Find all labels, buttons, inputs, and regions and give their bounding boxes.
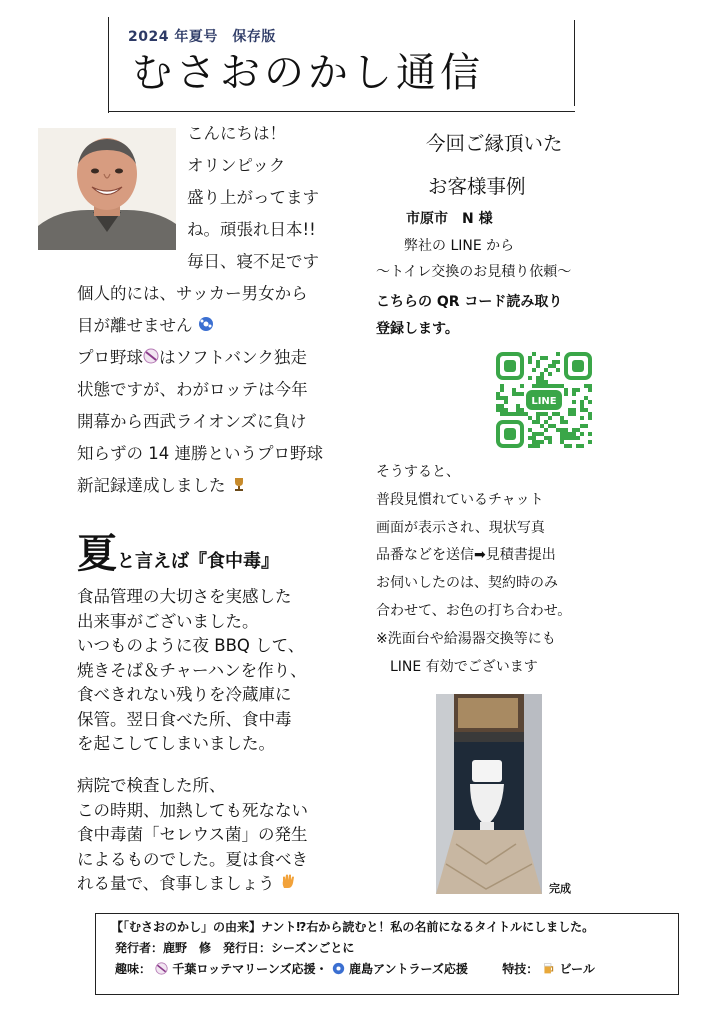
qr-module: [500, 412, 504, 416]
qr-module: [528, 428, 532, 432]
qr-module: [500, 404, 504, 408]
qr-module: [536, 416, 540, 420]
food-paragraph-1: [77, 585, 307, 757]
qr-module: [556, 412, 560, 416]
food-line-text: れる量で、食事しましょう: [77, 874, 275, 893]
qr-module: [536, 384, 540, 388]
qr-module: [540, 384, 544, 388]
footer-hobbies: [115, 960, 595, 978]
qr-module: [556, 428, 560, 432]
qr-module: [544, 412, 548, 416]
qr-module: [576, 436, 580, 440]
qr-module: [556, 368, 560, 372]
footer-origin: 【「むさおのかし」の由来】ナント⁉右から読むと！私の名前になるタイトルにしました。: [111, 920, 595, 934]
greeting-line-text: 目が離せません: [77, 316, 193, 335]
line-logo-text: LINE: [531, 396, 557, 407]
qr-module: [532, 444, 536, 448]
qr-module: [516, 408, 520, 412]
qr-finder-center: [504, 428, 516, 440]
qr-module: [516, 392, 520, 396]
qr-module: [548, 436, 552, 440]
greeting-long-lines: [77, 278, 323, 502]
qr-module: [564, 432, 568, 436]
case-description: [376, 459, 571, 681]
qr-module: [560, 420, 564, 424]
qr-module: [500, 384, 504, 388]
qr-module: [548, 372, 552, 376]
qr-instruction: 登録します。: [376, 321, 459, 337]
qr-module: [584, 384, 588, 388]
greeting-line-text: プロ野球: [77, 348, 143, 367]
greeting-line-text: 新記録達成しました: [77, 476, 226, 495]
author-portrait: [38, 128, 176, 250]
qr-module: [572, 408, 576, 412]
case-title-line-1: 今回ご縁頂いた: [426, 132, 563, 155]
qr-module: [528, 376, 532, 380]
qr-module: [580, 416, 584, 420]
line-qr-code[interactable]: [496, 352, 592, 448]
qr-module: [544, 384, 548, 388]
qr-module: [580, 400, 584, 404]
qr-module: [564, 388, 568, 392]
greeting-line: ね。頑張れ日本!!: [187, 220, 316, 239]
qr-module: [512, 392, 516, 396]
food-line: 病院で検査した所、: [77, 776, 226, 795]
greeting-line-text: はソフトバンク独走: [159, 348, 307, 367]
summer-heading: [77, 522, 279, 579]
qr-module: [500, 388, 504, 392]
qr-module: [548, 416, 552, 420]
case-desc-line: ※洗面台や給湯器交換等にも: [376, 630, 556, 647]
qr-module: [528, 444, 532, 448]
qr-module: [528, 360, 532, 364]
case-line: 弊社の LINE から: [404, 238, 515, 254]
qr-module: [516, 404, 520, 408]
photo-caption: 完成: [549, 882, 571, 895]
qr-module: [588, 400, 592, 404]
hobby-marines: 千葉ロッテマリーンズ応援・: [172, 962, 328, 976]
qr-instruction: こちらの QR コード読み取り: [376, 294, 563, 310]
qr-module: [556, 360, 560, 364]
qr-module: [548, 440, 552, 444]
food-line: 食中毒菌「セレウス菌」の発生: [77, 825, 308, 844]
qr-finder-center: [572, 360, 584, 372]
qr-module: [544, 428, 548, 432]
qr-module: [568, 436, 572, 440]
qr-module: [544, 420, 548, 424]
qr-module: [560, 416, 564, 420]
food-line: によるものでした。夏は食べき: [77, 849, 308, 869]
hobby-antlers: 鹿島アントラーズ応援: [348, 962, 468, 976]
qr-module: [532, 436, 536, 440]
qr-module: [504, 408, 508, 412]
issue-label: 2024 年夏号 保存版: [128, 29, 276, 45]
qr-module: [548, 384, 552, 388]
trophy-icon: [231, 471, 247, 503]
qr-module: [520, 384, 524, 388]
qr-module: [588, 416, 592, 420]
qr-module: [540, 412, 544, 416]
qr-module: [568, 412, 572, 416]
qr-module: [516, 412, 520, 416]
qr-module: [560, 428, 564, 432]
qr-module: [572, 436, 576, 440]
qr-module: [540, 432, 544, 436]
food-line: 食品管理の大切さを実感した: [77, 587, 292, 606]
qr-module: [532, 352, 536, 356]
qr-module: [500, 408, 504, 412]
qr-module: [536, 412, 540, 416]
qr-module: [504, 412, 508, 416]
qr-module: [536, 380, 540, 384]
qr-module: [536, 444, 540, 448]
qr-module: [548, 364, 552, 368]
soccer-ball-icon: [332, 962, 345, 978]
qr-module: [580, 424, 584, 428]
food-line: この時期、加熱しても死なない: [77, 800, 308, 820]
baseball-icon: [155, 962, 168, 978]
qr-finder-center: [504, 360, 516, 372]
qr-module: [560, 384, 564, 388]
greeting-line: 知らずの 14 連勝というプロ野球: [77, 444, 323, 463]
qr-module: [588, 388, 592, 392]
qr-module: [536, 360, 540, 364]
qr-module: [572, 412, 576, 416]
qr-module: [520, 408, 524, 412]
food-line: 出来事がございました。: [77, 611, 259, 631]
qr-module: [520, 392, 524, 396]
qr-module: [564, 392, 568, 396]
qr-module: [520, 412, 524, 416]
food-line: いつものように夜 BBQ して、: [77, 636, 305, 655]
case-title-line-2: お客様事例: [428, 175, 526, 198]
qr-module: [496, 404, 500, 408]
qr-module: [544, 356, 548, 360]
qr-module: [540, 372, 544, 376]
qr-module: [540, 380, 544, 384]
food-line: を起こしてしまいました。: [77, 734, 275, 753]
qr-module: [544, 368, 548, 372]
toilet-photo: [436, 694, 542, 894]
qr-module: [568, 444, 572, 448]
case-line: ～トイレ交換のお見積り依頼～: [376, 264, 572, 280]
qr-module: [572, 388, 576, 392]
qr-module: [572, 428, 576, 432]
qr-module: [584, 396, 588, 400]
qr-module: [580, 444, 584, 448]
qr-module: [528, 436, 532, 440]
qr-module: [536, 440, 540, 444]
qr-module: [536, 432, 540, 436]
baseball-icon: [143, 343, 159, 375]
customer-name: 市原市 N 様: [406, 211, 493, 227]
footer-publisher: 発行者：鹿野 修 発行日：シーズンごとに: [115, 941, 355, 955]
qr-module: [544, 380, 548, 384]
greeting-short-lines: [187, 118, 319, 278]
greeting-line: [77, 470, 323, 502]
qr-module: [564, 444, 568, 448]
greeting-line: [77, 342, 323, 374]
qr-module: [548, 424, 552, 428]
header-frame-top: [108, 17, 109, 113]
qr-module: [564, 428, 568, 432]
qr-module: [572, 432, 576, 436]
qr-module: [532, 432, 536, 436]
greeting-line: [77, 310, 323, 342]
qr-module: [532, 420, 536, 424]
qr-module: [588, 432, 592, 436]
newsletter-title: むさおのかし通信: [132, 50, 484, 96]
greeting-line: 個人的には、サッカー男女から: [77, 284, 308, 303]
qr-module: [544, 436, 548, 440]
food-paragraph-2: [77, 774, 308, 897]
case-desc-line: LINE 有効でございます: [376, 658, 538, 675]
food-line: 食べきれない残りを冷蔵庫に: [77, 685, 292, 704]
case-desc-line: 品番などを送信➡見積書提出: [376, 547, 556, 564]
qr-module: [580, 404, 584, 408]
beer-icon: [542, 962, 555, 978]
qr-module: [552, 412, 556, 416]
qr-module: [580, 432, 584, 436]
case-desc-line: お伺いしたのは、契約時のみ: [376, 575, 558, 592]
qr-module: [580, 408, 584, 412]
summer-heading-rest: と言えば『食中毒』: [117, 551, 279, 572]
qr-module: [500, 396, 504, 400]
qr-module: [504, 396, 508, 400]
qr-module: [512, 388, 516, 392]
qr-module: [576, 388, 580, 392]
greeting-line: こんにちは！: [187, 124, 286, 143]
qr-module: [552, 360, 556, 364]
qr-module: [528, 416, 532, 420]
greeting-line: 状態ですが、わがロッテは今年: [77, 380, 308, 399]
qr-module: [564, 436, 568, 440]
qr-module: [588, 412, 592, 416]
header-underline: [108, 111, 575, 112]
qr-module: [560, 436, 564, 440]
qr-module: [576, 444, 580, 448]
qr-module: [532, 368, 536, 372]
qr-module: [508, 412, 512, 416]
qr-module: [572, 400, 576, 404]
summer-heading-big: 夏: [77, 530, 117, 577]
qr-module: [560, 440, 564, 444]
soccer-ball-icon: [198, 311, 214, 343]
qr-module: [540, 440, 544, 444]
header-frame-right: [574, 20, 575, 106]
qr-module: [536, 376, 540, 380]
qr-module: [564, 420, 568, 424]
qr-module: [556, 352, 560, 356]
case-desc-line: 合わせて、お色の打ち合わせ。: [376, 602, 572, 619]
case-desc-line: 画面が表示され、現状写真: [376, 519, 545, 536]
qr-module: [552, 424, 556, 428]
greeting-line: 毎日、寝不足です: [187, 252, 319, 271]
qr-module: [568, 408, 572, 412]
skill-label: 特技：: [502, 962, 539, 976]
qr-module: [540, 424, 544, 428]
qr-module: [560, 432, 564, 436]
case-desc-line: そうすると、: [376, 464, 460, 480]
qr-module: [532, 384, 536, 388]
greeting-line: 盛り上がってます: [187, 188, 319, 207]
qr-module: [496, 408, 500, 412]
qr-module: [512, 412, 516, 416]
qr-module: [584, 408, 588, 412]
qr-module: [528, 356, 532, 360]
hobby-label: 趣味：: [115, 962, 152, 976]
qr-module: [588, 440, 592, 444]
qr-module: [496, 392, 500, 396]
food-line: [77, 872, 308, 897]
qr-module: [576, 428, 580, 432]
qr-module: [524, 412, 528, 416]
qr-module: [536, 364, 540, 368]
case-desc-line: 普段見慣れているチャット: [376, 491, 544, 508]
greeting-line: 開幕から西武ライオンズに負け: [77, 412, 307, 431]
qr-module: [556, 384, 560, 388]
qr-module: [552, 364, 556, 368]
qr-module: [504, 400, 508, 404]
qr-module: [536, 420, 540, 424]
qr-module: [552, 384, 556, 388]
food-line: 焼きそば＆チャーハンを作り、: [77, 660, 307, 680]
qr-module: [540, 376, 544, 380]
greeting-line: オリンピック: [187, 156, 286, 175]
qr-module: [584, 424, 588, 428]
qr-module: [588, 384, 592, 388]
food-line: 保管。翌日食べた所、食中毒: [77, 709, 292, 729]
qr-module: [496, 396, 500, 400]
qr-module: [532, 440, 536, 444]
qr-module: [572, 392, 576, 396]
qr-module: [568, 432, 572, 436]
qr-module: [540, 356, 544, 360]
skill-value: ビール: [559, 962, 595, 976]
raised-hand-icon: [280, 872, 296, 897]
